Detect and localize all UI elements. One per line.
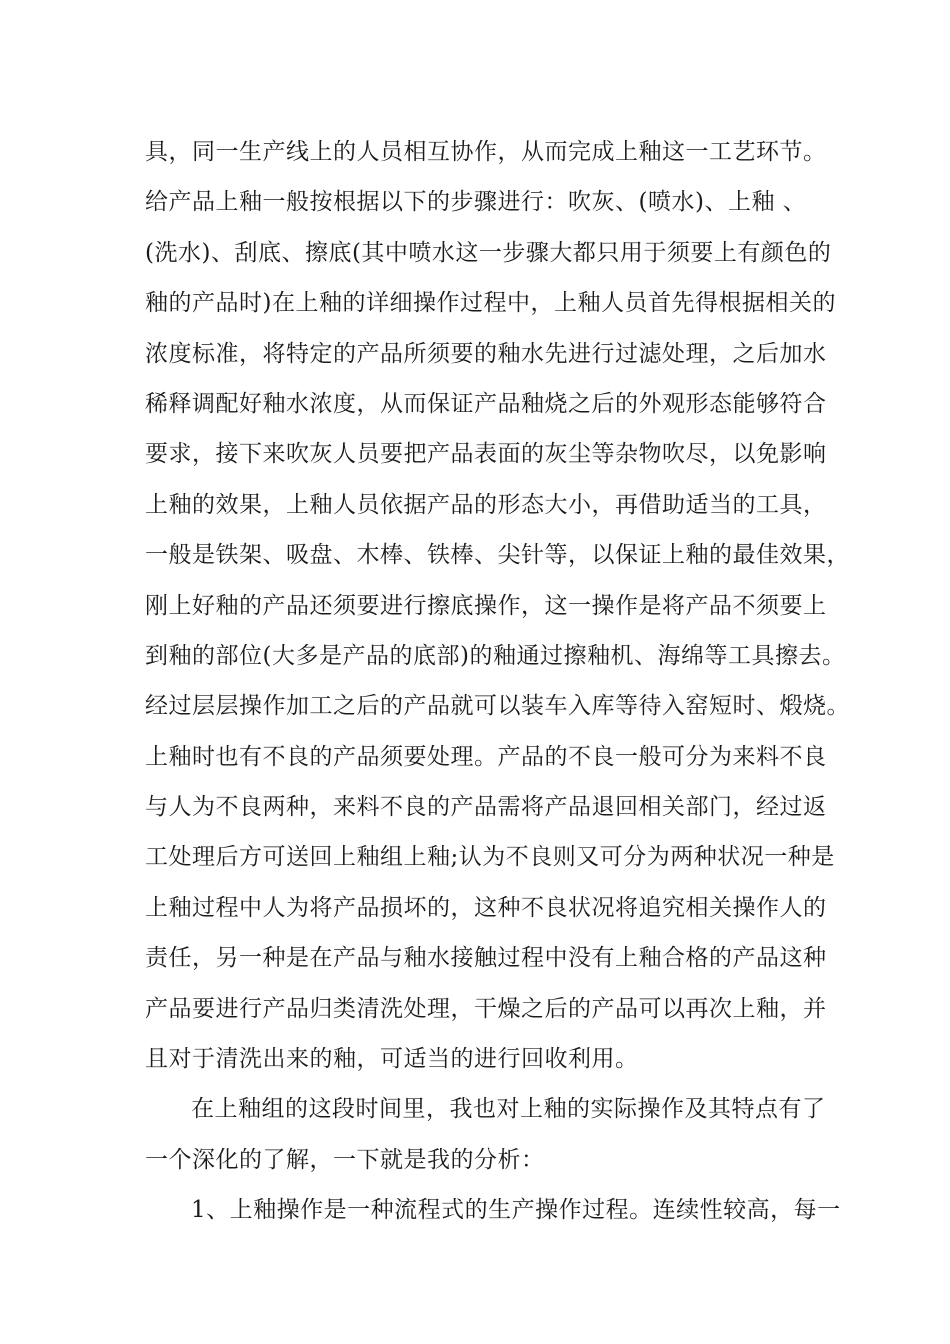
text-line: 且对于清洗出来的釉，可适当的进行回收利用。 [145, 1046, 639, 1073]
text-line: 产品要进行产品归类清洗处理，干燥之后的产品可以再次上釉，并 [145, 995, 827, 1022]
text-line: 工处理后方可送回上釉组上釉;认为不良则又可分为两种状况一种是 [145, 844, 835, 871]
text-line: 给产品上釉一般按根据以下的步骤进行：吹灰、(喷水)、上釉 、 [145, 189, 807, 216]
text-line: 到釉的部位(大多是产品的底部)的釉通过擦釉机、海绵等工具擦去。 [145, 642, 846, 669]
list-item-first-line: 1、上釉操作是一种流程式的生产操作过程。连续性较高，每一 [191, 1197, 841, 1224]
text-line: 与人为不良两种，来料不良的产品需将产品退回相关部门，经过返 [145, 794, 827, 821]
paragraph-first-line: 在上釉组的这段时间里，我也对上釉的实际操作及其特点有了 [191, 1096, 826, 1123]
text-line: 上釉的效果，上釉人员依据产品的形态大小，再借助适当的工具， [145, 491, 827, 518]
text-line: 一般是铁架、吸盘、木棒、铁棒、尖针等，以保证上釉的最佳效果， [145, 542, 850, 569]
text-line: (洗水)、刮底、擦底(其中喷水这一步骤大都只用于须要上有颜色的 [145, 239, 832, 266]
text-line: 上釉过程中人为将产品损坏的，这种不良状况将追究相关操作人的 [145, 894, 827, 921]
text-line: 稀释调配好釉水浓度，从而保证产品釉烧之后的外观形态能够符合 [145, 390, 827, 417]
text-line: 一个深化的了解，一下就是我的分析： [145, 1146, 545, 1173]
text-line: 具，同一生产线上的人员相互协作，从而完成上釉这一工艺环节。 [145, 139, 827, 165]
text-line: 上釉时也有不良的产品须要处理。产品的不良一般可分为来料不良 [145, 743, 827, 770]
text-line: 刚上好釉的产品还须要进行擦底操作，这一操作是将产品不须要上 [145, 592, 827, 619]
text-line: 浓度标准，将特定的产品所须要的釉水先进行过滤处理，之后加水 [145, 340, 827, 367]
text-line: 要求，接下来吹灰人员要把产品表面的灰尘等杂物吹尽，以免影响 [145, 441, 827, 468]
body-text [145, 127, 850, 1236]
text-line: 经过层层操作加工之后的产品就可以装车入库等待入窑短时、煅烧。 [145, 693, 850, 720]
text-line: 釉的产品时)在上釉的详细操作过程中，上釉人员首先得根据相关的 [145, 290, 836, 317]
text-line: 责任，另一种是在产品与釉水接触过程中没有上釉合格的产品这种 [145, 945, 827, 972]
